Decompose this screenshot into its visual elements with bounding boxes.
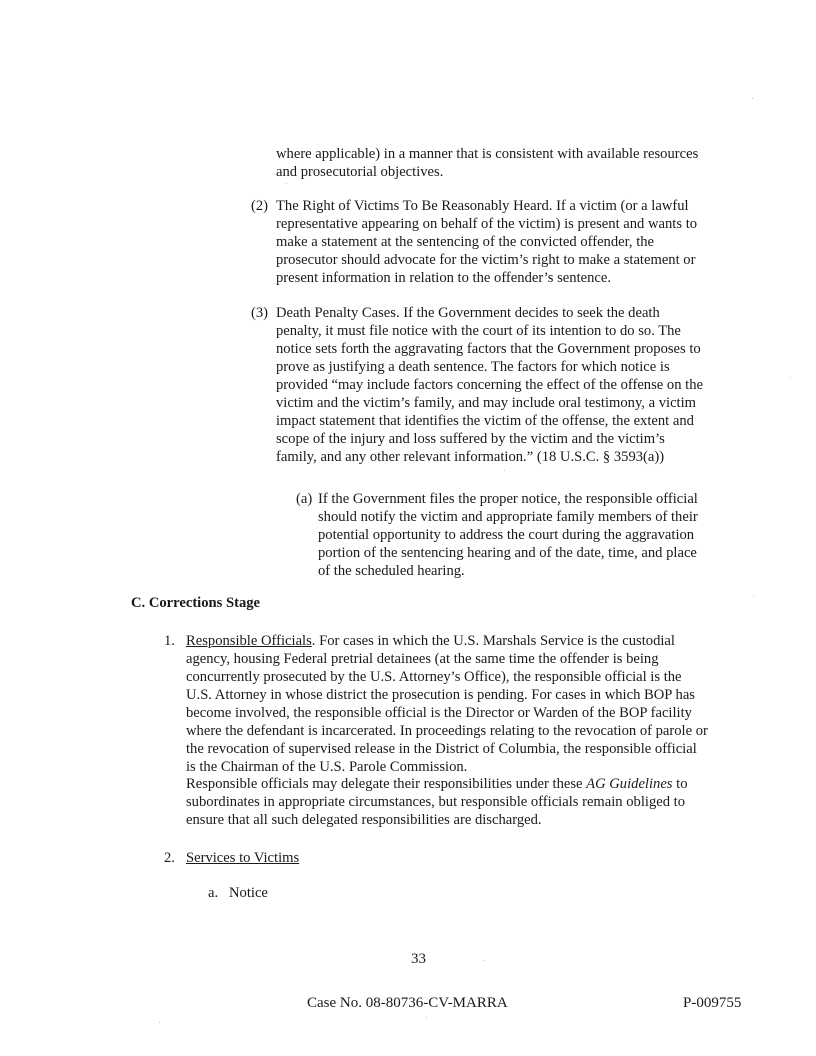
list-item-3 <box>251 304 707 466</box>
item-2-text: The Right of Victims To Be Reasonably Heard. If a victim (or a lawful representative appearing on behalf of the victim) is present and wants to make a statement at the sentencing of the convicted offender, the prosecutor should advocate for the victim’s right to make a statement or present information in relation to the offender’s sentence. <box>276 198 698 286</box>
list-item-3a <box>296 490 707 580</box>
bates-number: P-009755 <box>683 995 742 1011</box>
c1-paragraph <box>186 632 709 776</box>
item-3a-number: (a) <box>296 491 313 507</box>
item-3-text: Death Penalty Cases. If the Government decides to seek the death penalty, it must file notice with the court of its intention to do so. The notice sets forth the aggravating factors that the Government proposes to prove as justifying a death sentence. The factors for which notice is provided “may include factors concerning the effect of the offense on the victim and the victim’s family, and may include oral testimony, a victim impact statement that identifies the victim of the offense, the extent and scope of the injury and loss suffered by the victim and the victim’s family, and any other relevant information.” (18 U.S.C. § 3593(a)) <box>276 305 703 465</box>
c1-para2-italic: AG Guidelines <box>586 776 673 792</box>
c2-title: Services to Victims <box>186 850 300 866</box>
corrections-item-2a <box>208 884 268 902</box>
scan-speck <box>752 98 753 99</box>
item-3a-text: If the Government files the proper notice, the responsible official should notify the victim and appropriate family members of their potential opportunity to address the court during the aggravation portion of the sentencing hearing and of the date, time, and place of the scheduled hearing. <box>318 491 698 579</box>
scan-speck <box>159 1022 160 1023</box>
c1-title: Responsible Officials <box>186 633 312 649</box>
c2a-title: Notice <box>229 885 268 901</box>
corrections-item-2 <box>164 849 299 867</box>
case-number: Case No. 08-80736-CV-MARRA <box>307 995 508 1011</box>
scan-speck <box>504 470 505 471</box>
scan-speck <box>484 960 485 961</box>
corrections-item-1 <box>164 632 709 776</box>
c1-text: . For cases in which the U.S. Marshals Service is the custodial agency, housing Federal pretrial detainees (at the same time the offender is being concurrently prosecuted by the U.S. Attorney’s Office), the responsible official is the U.S. Attorney in whose district the prosecution is pending. For cases in which BOP has become involved, the responsible official is the Director or Warden of the BOP facility where the defendant is incarcerated. In proceedings relating to the revocation of parole or the revocation of supervised release in the District of Columbia, the responsible official is the Chairman of the U.S. Parole Commission. <box>186 633 708 775</box>
scan-speck <box>286 183 287 184</box>
c1-para2-before: Responsible officials may delegate their responsibilities under these <box>186 776 587 792</box>
scan-speck <box>753 595 754 596</box>
item-3-number: (3) <box>251 305 269 321</box>
c2a-number: a. <box>208 885 219 901</box>
c1-delegation-paragraph <box>186 775 709 829</box>
continuation-text: where applicable) in a manner that is consistent with available resources and prosecutorial objectives. <box>276 146 699 180</box>
continuation-paragraph <box>276 145 706 181</box>
c2-number: 2. <box>164 850 175 866</box>
c1-para2-after: to subordinates in appropriate circumstances, but responsible officials remain obliged to ensure that all such delegated responsibilities are discharged. <box>186 776 688 828</box>
section-heading: C. Corrections Stage <box>131 595 261 611</box>
list-item-2 <box>251 197 706 287</box>
page-number: 33 <box>411 951 426 967</box>
c1-number: 1. <box>164 633 175 649</box>
scan-speck <box>790 377 791 378</box>
scan-speck <box>426 1017 427 1018</box>
item-2-number: (2) <box>251 198 269 214</box>
